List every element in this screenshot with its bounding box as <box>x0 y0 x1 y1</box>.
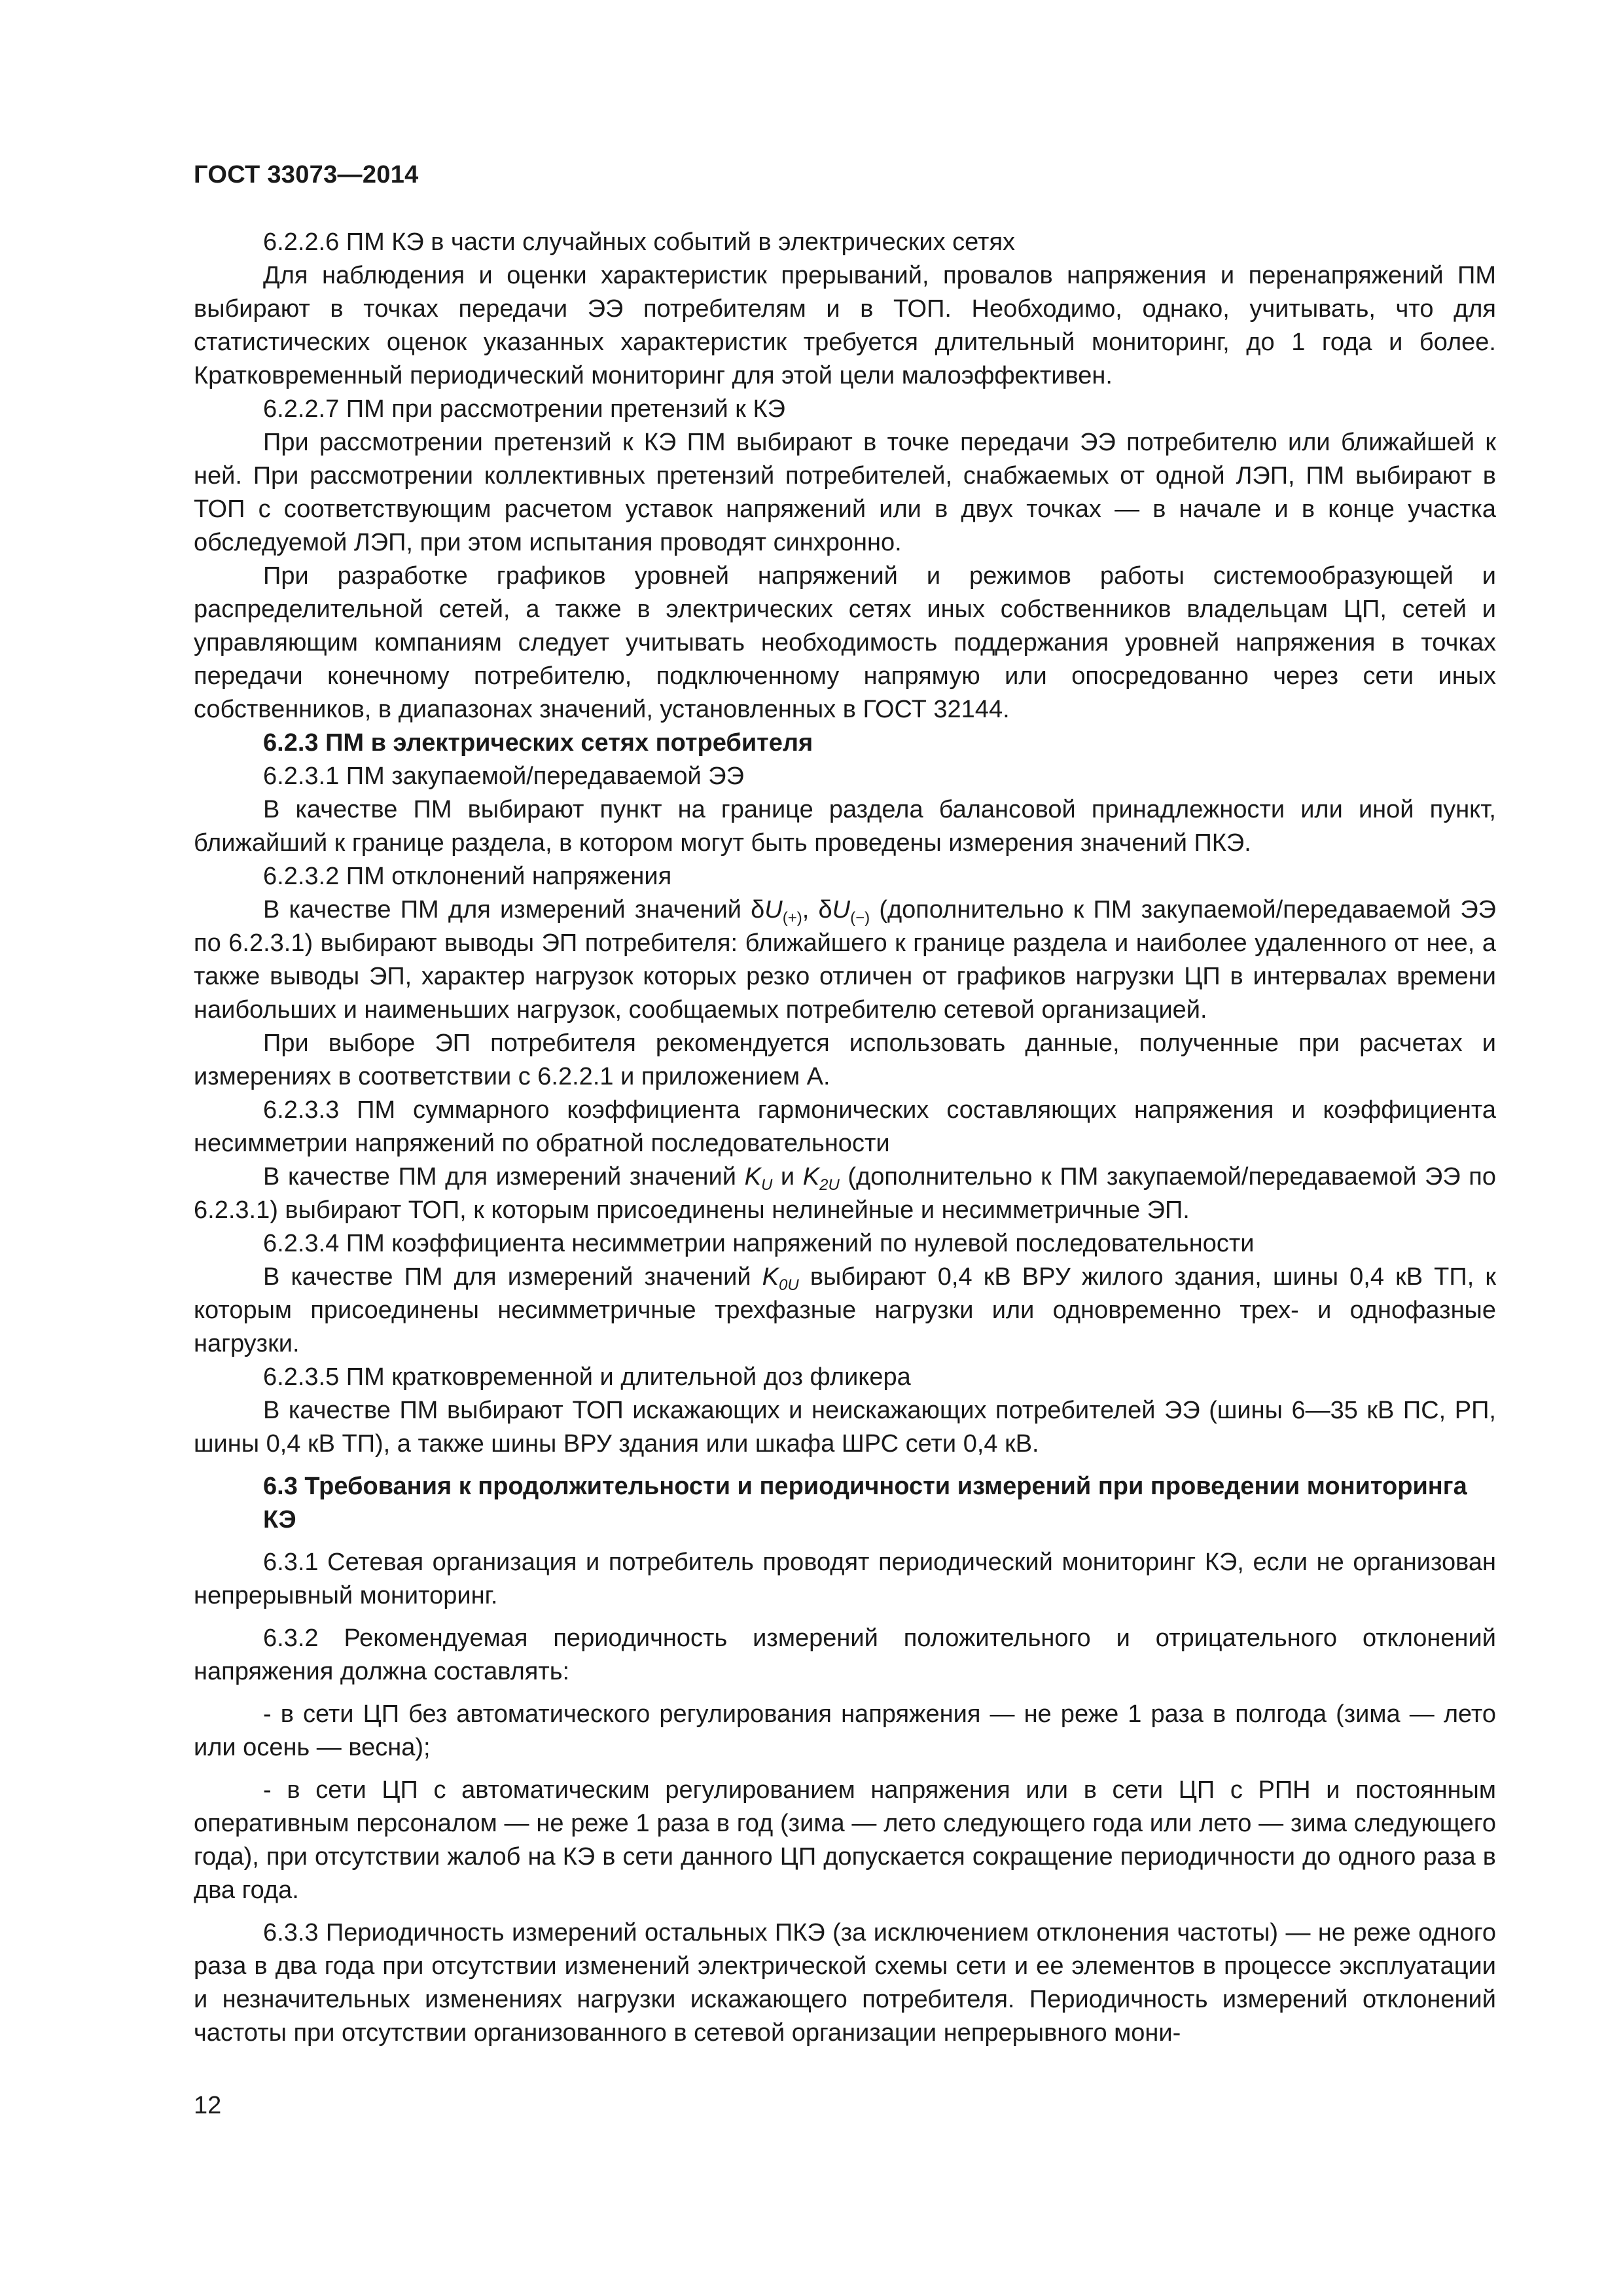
subscript <box>761 1176 772 1194</box>
heading-6-2-3-4: 6.2.3.4 ПМ коэффициента несимметрии напряжений по нулевой последовательности <box>263 1230 1255 1257</box>
paragraph-6-3-2: 6.3.2 Рекомендуемая периодичность измерений положительного и отрицательного отклонений напряжения должна составлять: <box>194 1624 1496 1685</box>
variable-u: U <box>764 896 783 924</box>
document-page <box>194 161 1496 2050</box>
paragraph-6-3-3: 6.3.3 Периодичность измерений остальных ПКЭ (за исключением отклонения частоты) — не реже одного раза в два года при отсутствии изменений электрической схемы сети и ее элементов в процессе эксплуатации и незначительных изменениях нагрузки искажающего потребителя. Периодичность измерений отклонений частоты при отсутствии организованного в сетевой организации непрерывного мони- <box>194 1919 1496 2047</box>
variable-k: K <box>744 1163 761 1191</box>
text-fragment: , <box>802 896 819 924</box>
subscript-text: U <box>760 1176 773 1194</box>
text-fragment: и <box>772 1163 803 1191</box>
variable-u: U <box>832 896 851 924</box>
text-fragment: (дополнительно к ПМ закупаемой/передаваемой ЭЭ по 6.2.3.1) выбирают ТОП, к которым присоединены нелинейные и несимметричные ЭП. <box>194 1163 1496 1224</box>
paragraph: При выборе ЭП потребителя рекомендуется использовать данные, полученные при расчетах и измерениях в соответствии с 6.2.2.1 и приложением А. <box>194 1030 1496 1090</box>
text-fragment: выбирают 0,4 кВ ВРУ жилого здания, шины 0,4 кВ ТП, к которым присоединены несимметричные трехфазные нагрузки или одновременно трех- и однофазные нагрузки. <box>194 1263 1497 1357</box>
subscript <box>819 1176 840 1194</box>
heading-6-2-3-2: 6.2.3.2 ПМ отклонений напряжения <box>263 863 672 890</box>
variable-k: K <box>802 1163 820 1191</box>
heading-6-3: 6.3 Требования к продолжительности и периодичности измерений при проведении мониторинга КЭ <box>263 1473 1467 1534</box>
delta-symbol: δ <box>751 896 765 924</box>
text-fragment: В качестве ПМ для измерений значений <box>263 1263 762 1291</box>
paragraph: В качестве ПМ выбирают ТОП искажающих и неискажающих потребителей ЭЭ (шины 6—35 кВ ПС, РП, шины 0,4 кВ ТП), а также шины ВРУ здания или шкафа ШРС сети 0,4 кВ. <box>194 1397 1496 1458</box>
paragraph-voltage-deviation <box>194 893 1496 1027</box>
subscript: (−) <box>850 909 870 927</box>
paragraph: При разработке графиков уровней напряжений и режимов работы системообразующей и распределительной сетей, а также в электрических сетях иных собственников владельцам ЦП, сетей и управляющим компаниям следует учитывать необходимость поддержания уровней напряжения в точках передачи конечному потребителю, подключенному напрямую или опосредованно через сети иных собственников, в диапазонах значений, установленных в ГОСТ 32144. <box>194 562 1496 723</box>
text-fragment: В качестве ПМ для измерений значений <box>263 896 751 924</box>
list-item: - в сети ЦП с автоматическим регулированием напряжения или в сети ЦП с РПН и постоянным оперативным персоналом — не реже 1 раза в год (зима — лето следующего года или лето — зима следующего года), при отсутствии жалоб на КЭ в сети данного ЦП допускается сокращение периодичности до одного раза в два года. <box>194 1776 1496 1904</box>
paragraph-zero-sequence <box>194 1261 1496 1361</box>
subscript-text: 0U <box>779 1276 799 1294</box>
paragraph: Для наблюдения и оценки характеристик прерываний, провалов напряжения и перенапряжений ПМ выбирают в точках передачи ЭЭ потребителям и в ТОП. Необходимо, однако, учитывать, что для статистических оценок указанных характеристик требуется длительный мониторинг, до 1 года и более. Кратковременный периодический мониторинг для этой цели малоэффективен. <box>194 262 1496 389</box>
variable-k: K <box>762 1263 779 1291</box>
delta-symbol: δ <box>818 896 832 924</box>
document-body <box>194 226 1496 2050</box>
heading-6-2-3: 6.2.3 ПМ в электрических сетях потребителя <box>263 729 813 757</box>
page-number: 12 <box>194 2092 222 2119</box>
text-fragment: (дополнительно к ПМ закупаемой/передаваемой ЭЭ по 6.2.3.1) выбирают выводы ЭП потребителя: ближайшего к границе раздела и наиболее удаленного от нее, а также выводы ЭП, характер нагрузок которых резко отличен от графиков нагрузки ЦП в интервалах времени наибольших и наименьших нагрузок, сообщаемых потребителю сетевой организацией. <box>194 896 1496 1024</box>
heading-6-2-2-6: 6.2.2.6 ПМ КЭ в части случайных событий в электрических сетях <box>263 228 1016 256</box>
paragraph: В качестве ПМ выбирают пункт на границе раздела балансовой принадлежности или иной пункт, ближайший к границе раздела, в котором могут быть проведены измерения значений ПКЭ. <box>194 796 1496 857</box>
heading-6-2-3-1: 6.2.3.1 ПМ закупаемой/передаваемой ЭЭ <box>263 762 744 790</box>
paragraph: При рассмотрении претензий к КЭ ПМ выбирают в точке передачи ЭЭ потребителю или ближайшей к ней. При рассмотрении коллективных претензий потребителей, снабжаемых от одной ЛЭП, ПМ выбирают в ТОП с соответствующим расчетом уставок напряжений или в двух точках — в начале и в конце участка обследуемой ЛЭП, при этом испытания проводят синхронно. <box>194 429 1496 556</box>
subscript <box>779 1276 799 1294</box>
paragraph-harmonic-coefficients <box>194 1160 1496 1227</box>
heading-6-2-3-5: 6.2.3.5 ПМ кратковременной и длительной доз фликера <box>263 1363 911 1391</box>
list-item: - в сети ЦП без автоматического регулирования напряжения — не реже 1 раза в полгода (зима — лето или осень — весна); <box>194 1700 1496 1761</box>
document-header: ГОСТ 33073—2014 <box>194 161 419 188</box>
paragraph-6-3-1: 6.3.1 Сетевая организация и потребитель проводят периодический мониторинг КЭ, если не организован непрерывный мониторинг. <box>194 1549 1496 1609</box>
heading-6-2-2-7: 6.2.2.7 ПМ при рассмотрении претензий к КЭ <box>263 395 785 423</box>
subscript-text: 2U <box>819 1176 840 1194</box>
text-fragment: В качестве ПМ для измерений значений <box>263 1163 745 1191</box>
heading-6-2-3-3: 6.2.3.3 ПМ суммарного коэффициента гармонических составляющих напряжения и коэффициента несимметрии напряжений по обратной последовательности <box>194 1096 1496 1157</box>
subscript: (+) <box>782 909 802 927</box>
